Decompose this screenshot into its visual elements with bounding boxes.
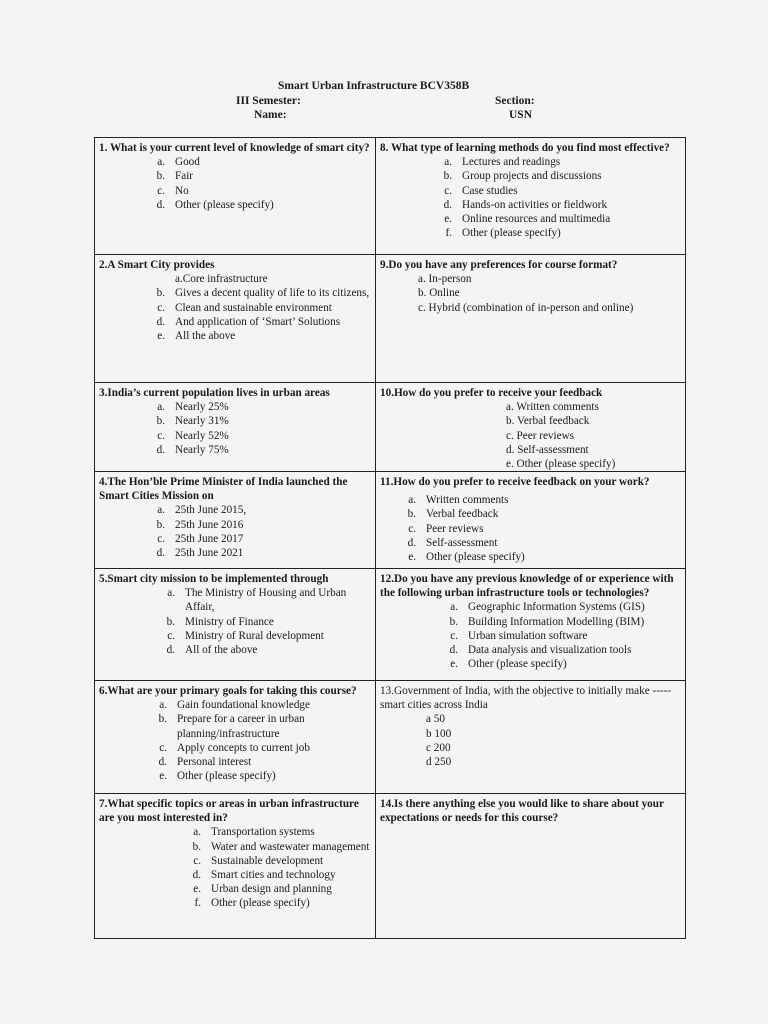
option: a. Written comments <box>506 401 599 414</box>
question-9 <box>376 255 685 383</box>
question-2 <box>95 255 376 383</box>
option: d. Hands-on activities or fieldwork <box>443 198 608 211</box>
question-table <box>94 137 686 939</box>
option: e. Urban design and planning <box>193 883 332 896</box>
question-8-text: 8. What type of learning methods do you find most effective? <box>380 142 670 154</box>
option: e. All the above <box>157 330 236 343</box>
option: d. All of the above <box>166 644 258 657</box>
option: d. Self-assessment <box>407 536 498 549</box>
question-5 <box>95 569 376 681</box>
question-3 <box>95 383 376 472</box>
question-6 <box>95 681 376 794</box>
option: a.Core infrastructure <box>175 273 268 286</box>
name-label: Name: <box>254 109 287 121</box>
option: c 200 <box>426 741 451 754</box>
question-7-text: 7.What specific topics or areas in urban infrastructure are you most interested in? <box>99 798 359 825</box>
question-10-text: 10.How do you prefer to receive your feedback <box>380 387 603 399</box>
question-11-text: 11.How do you prefer to receive feedback on your work? <box>380 476 650 488</box>
question-11 <box>376 472 685 569</box>
question-14 <box>376 794 685 938</box>
option: e. Other (please specify) <box>159 770 276 783</box>
option: d. And application of ‘Smart’ Solutions <box>156 315 341 328</box>
question-3-text: 3.India’s current population lives in urban areas <box>99 387 330 399</box>
option: a. Good <box>157 156 200 169</box>
question-1 <box>95 138 376 255</box>
option: d. Smart cities and technology <box>192 869 336 882</box>
option: b. Group projects and discussions <box>443 170 602 183</box>
option: c. Peer reviews <box>506 429 575 442</box>
option: a. Gain foundational knowledge <box>159 699 310 712</box>
option: b. Ministry of Finance <box>166 615 274 628</box>
option: e. Other (please specify) <box>408 551 525 564</box>
question-10 <box>376 383 685 472</box>
option: a. 25th June 2015, <box>157 504 247 517</box>
option: c. Ministry of Rural development <box>167 629 324 642</box>
option: b. Water and wastewater management <box>192 840 370 853</box>
option: c. Clean and sustainable environment <box>157 301 332 314</box>
option: f. Other (please specify) <box>445 227 561 240</box>
question-2-text: 2.A Smart City provides <box>99 259 215 271</box>
option: c. Urban simulation software <box>450 629 588 642</box>
question-7 <box>95 794 376 938</box>
option: b. Verbal feedback <box>407 508 499 521</box>
option: b. Building Information Modelling (BIM) <box>449 615 645 628</box>
option: b 100 <box>426 727 452 740</box>
option: a. Lectures and readings <box>444 156 561 169</box>
question-4 <box>95 472 376 569</box>
option: c. 25th June 2017 <box>157 532 244 545</box>
option: d. Data analysis and visualization tools <box>449 644 632 657</box>
option: b. 25th June 2016 <box>156 518 244 531</box>
option: a. In-person <box>418 273 472 286</box>
option: f. Other (please specify) <box>194 897 310 910</box>
semester-label: III Semester: <box>236 95 301 107</box>
option: c. Hybrid (combination of in-person and online) <box>418 301 634 314</box>
option: d. 25th June 2021 <box>156 547 244 560</box>
question-14-text: 14.Is there anything else you would like to share about your expectations or needs for this course? <box>380 798 664 825</box>
option: b. Prepare for a career in urban planning/infrastructure <box>158 713 305 740</box>
question-13-text: 13.Government of India, with the objective to initially make ----- smart cities across India <box>380 685 672 712</box>
option: e. Other (please specify) <box>450 658 567 671</box>
option: b. Verbal feedback <box>506 415 590 428</box>
option: d. Personal interest <box>158 756 252 769</box>
option: e. Other (please specify) <box>506 458 616 471</box>
option: e. Online resources and multimedia <box>444 213 611 226</box>
option: c. Apply concepts to current job <box>159 741 310 754</box>
option: d. Self-assessment <box>506 443 589 456</box>
option: b. Gives a decent quality of life to its citizens, <box>156 287 370 300</box>
option: d. Other (please specify) <box>156 198 274 211</box>
question-12 <box>376 569 685 681</box>
question-6-text: 6.What are your primary goals for taking this course? <box>99 685 357 697</box>
option: a. Geographic Information Systems (GIS) <box>450 601 645 614</box>
course-title: Smart Urban Infrastructure BCV358B <box>278 80 470 92</box>
option: d 250 <box>426 756 452 769</box>
option: d. Nearly 75% <box>156 443 229 456</box>
option: a. Nearly 25% <box>157 401 229 414</box>
option: a. Transportation systems <box>193 826 315 839</box>
question-1-text: 1. What is your current level of knowledge of smart city? <box>99 142 370 154</box>
option: a. The Ministry of Housing and Urban Affair, <box>167 587 347 614</box>
usn-label: USN <box>509 109 533 121</box>
option: c. No <box>157 184 189 197</box>
option: c. Sustainable development <box>193 854 324 867</box>
question-8 <box>376 138 685 255</box>
option: c. Nearly 52% <box>157 429 229 442</box>
section-label: Section: <box>495 95 535 107</box>
question-4-text: 4.The Hon’ble Prime Minister of India launched the Smart Cities Mission on <box>99 476 348 503</box>
question-9-text: 9.Do you have any preferences for course format? <box>380 259 618 271</box>
option: a 50 <box>426 713 445 726</box>
question-12-text: 12.Do you have any previous knowledge of or experience with the following urban infrastructure tools or technologies? <box>380 573 674 600</box>
option: b. Nearly 31% <box>156 415 229 428</box>
option: b. Online <box>418 287 460 300</box>
option: c. Case studies <box>444 184 518 197</box>
question-5-text: 5.Smart city mission to be implemented through <box>99 573 329 585</box>
option: a. Written comments <box>408 494 509 507</box>
question-13 <box>376 681 685 794</box>
option: c. Peer reviews <box>408 522 484 535</box>
option: b. Fair <box>156 170 194 183</box>
